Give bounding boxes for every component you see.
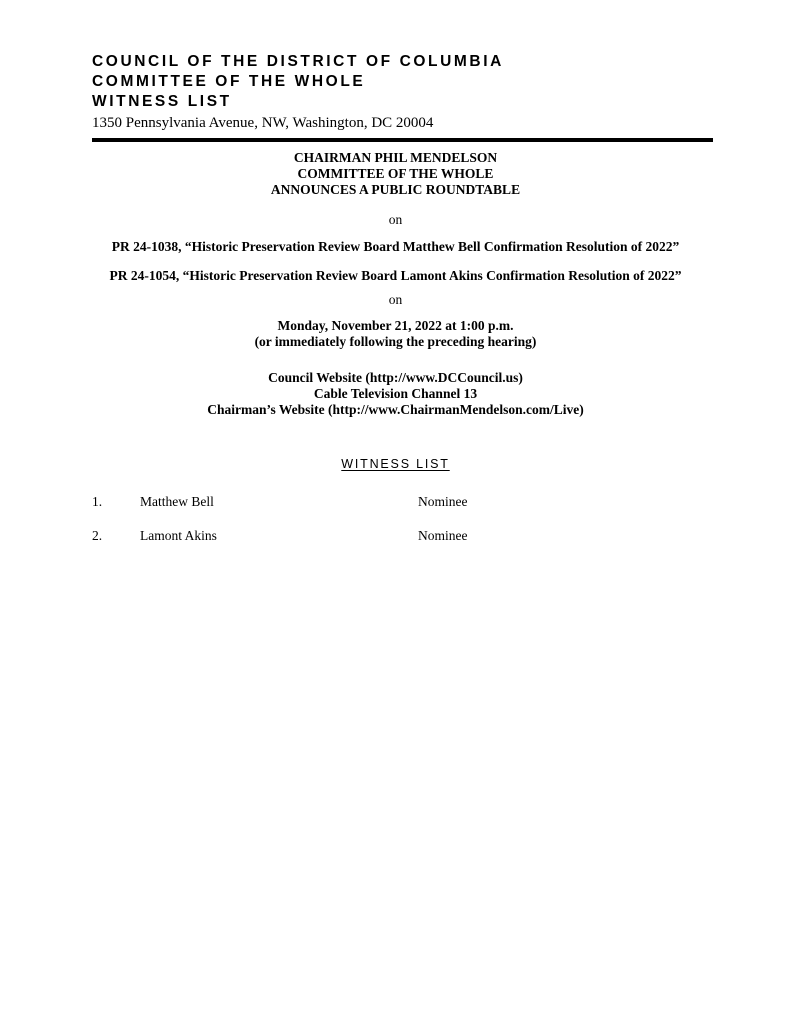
on-label-2: on xyxy=(388,292,403,307)
schedule xyxy=(0,318,791,350)
witness-row xyxy=(92,494,692,528)
cable-channel: Cable Television Channel 13 xyxy=(313,386,478,401)
witness-name: Lamont Akins xyxy=(140,528,217,543)
witness-name: Matthew Bell xyxy=(140,494,214,509)
announcement-committee: COMMITTEE OF THE WHOLE xyxy=(297,166,494,181)
council-address: 1350 Pennsylvania Avenue, NW, Washington, DC 20004 xyxy=(92,115,434,131)
council-name: COUNCIL OF THE DISTRICT OF COLUMBIA xyxy=(92,53,504,70)
hearing-date: Monday, November 21, 2022 at 1:00 p.m. xyxy=(277,318,514,333)
witness-number: 1. xyxy=(92,494,103,509)
letterhead xyxy=(92,52,712,133)
witness-row xyxy=(92,528,692,562)
document-type: WITNESS LIST xyxy=(92,93,232,110)
witness-number: 2. xyxy=(92,528,103,543)
witness-list-heading-text: WITNESS LIST xyxy=(341,457,450,471)
announcement xyxy=(0,150,791,198)
committee-name: COMMITTEE OF THE WHOLE xyxy=(92,73,366,90)
on-label-1: on xyxy=(388,212,403,227)
viewing-options xyxy=(0,370,791,418)
header-divider xyxy=(92,138,713,142)
resolution-2: PR 24-1054, “Historic Preservation Review Board Lamont Akins Confirmation Resolution of 2022” xyxy=(109,268,682,283)
announcement-chairman: CHAIRMAN PHIL MENDELSON xyxy=(293,150,498,165)
witness-list-heading xyxy=(0,456,791,472)
witness-role: Nominee xyxy=(418,528,468,543)
chairman-website: Chairman’s Website (http://www.ChairmanMendelson.com/Live) xyxy=(207,402,584,417)
resolution-1: PR 24-1038, “Historic Preservation Review Board Matthew Bell Confirmation Resolution of 2022” xyxy=(111,239,680,254)
hearing-note: (or immediately following the preceding hearing) xyxy=(254,334,537,349)
witness-list xyxy=(92,494,692,562)
council-website: Council Website (http://www.DCCouncil.us) xyxy=(268,370,523,385)
announcement-roundtable: ANNOUNCES A PUBLIC ROUNDTABLE xyxy=(270,182,521,197)
witness-role: Nominee xyxy=(418,494,468,509)
